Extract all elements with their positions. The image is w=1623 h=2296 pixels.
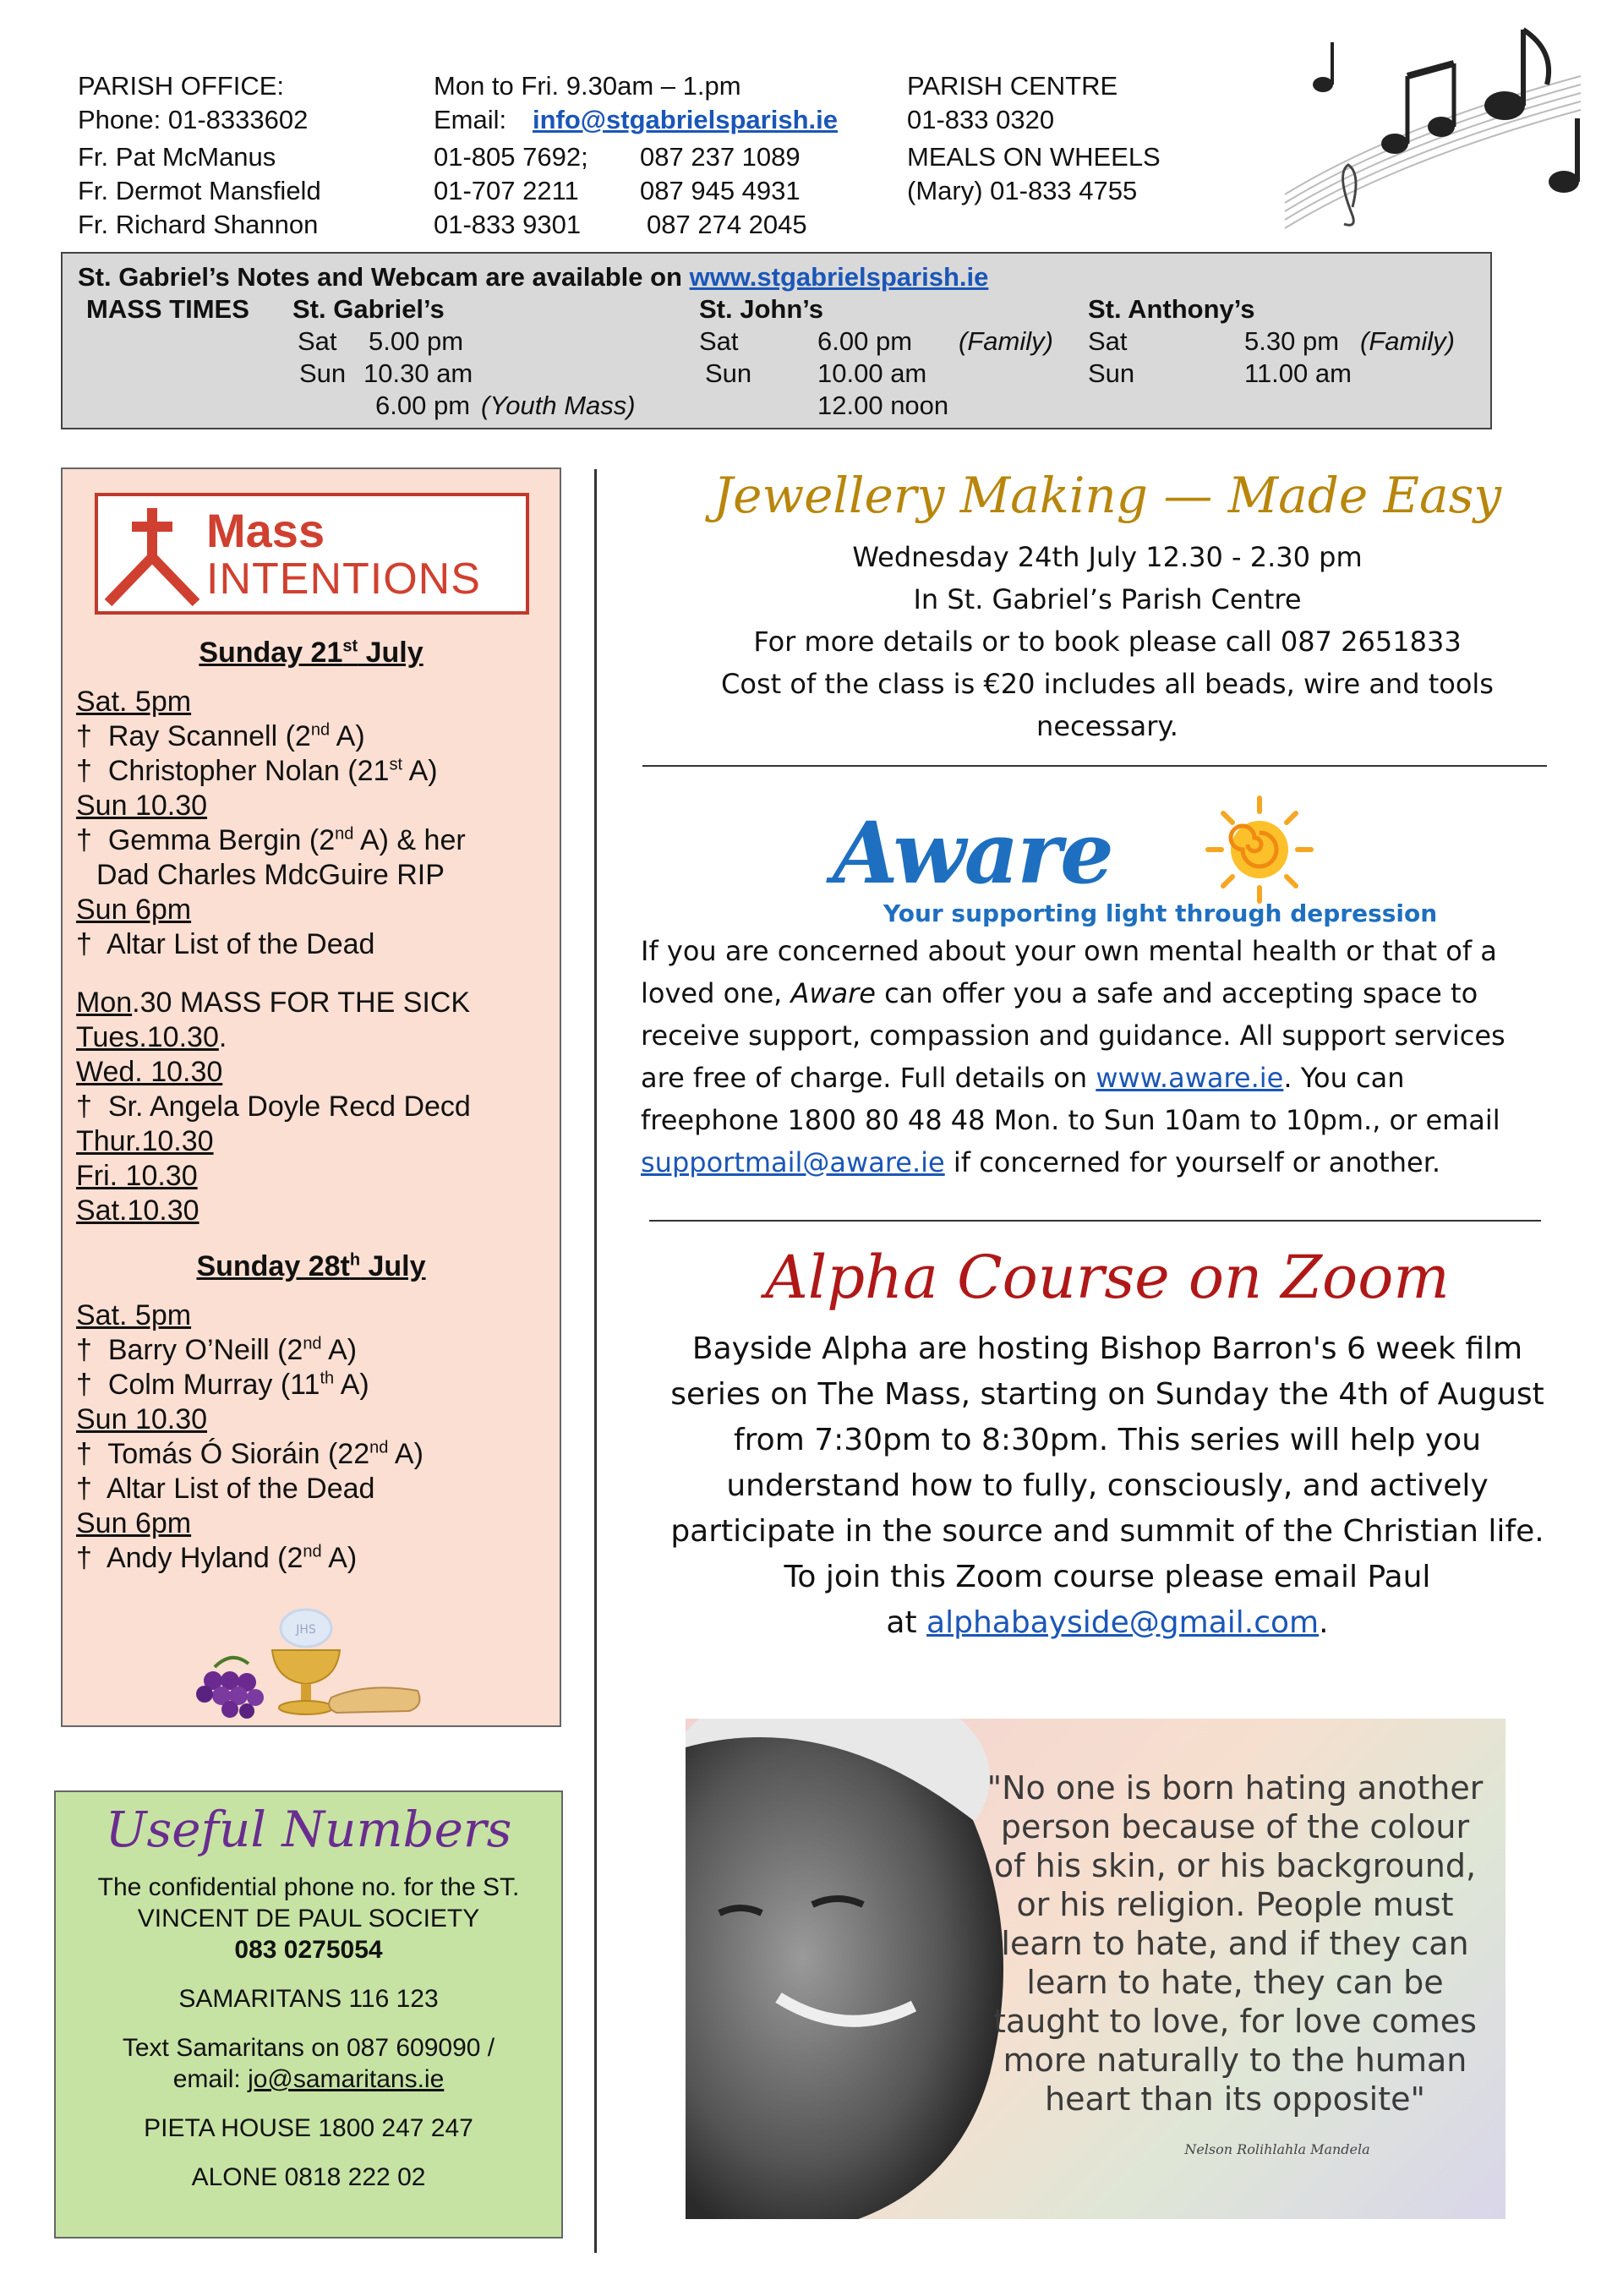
gabriels-sat-time: 5.00 pm [369, 326, 464, 356]
alpha-line-7: at alphabayside@gmail.com. [886, 1605, 1329, 1640]
quote-line-3: of his skin, or his background, [993, 1847, 1477, 1884]
quote-line-6: learn to hate, they can be [1026, 1964, 1444, 2001]
gabriels-youth-note: (Youth Mass) [481, 391, 636, 420]
week1-sun1030-time: Sun 10.30 [76, 790, 208, 822]
priest-2-name: Fr. Dermot Mansfield [78, 176, 321, 205]
svp-line-2: VINCENT DE PAUL SOCIETY [137, 1905, 480, 1932]
aware-tagline: Your supporting light through depression [883, 899, 1438, 927]
aware-line-6: supportmail@aware.ie if concerned for yourself or another. [641, 1146, 1441, 1178]
quote-line-5: learn to hate, and if they can [1001, 1925, 1469, 1962]
text-samaritans: Text Samaritans on 087 609090 / [122, 2034, 495, 2062]
aware-line-2: loved one, Aware can offer you a safe and accepting space to [641, 977, 1478, 1009]
priest-1-phone1: 01-805 7692; [434, 142, 588, 172]
useful-numbers-box [54, 1790, 563, 2239]
quote-line-1: "No one is born hating another [986, 1769, 1484, 1807]
johns-noon-time: 12.00 noon [817, 391, 949, 420]
church-st-gabriels: St. Gabriel’s [292, 294, 445, 324]
alone-phone: ALONE 0818 222 02 [191, 2163, 426, 2191]
mandela-quote-image [686, 1719, 1506, 2219]
aware-line-1: If you are concerned about your own mental health or that of a [641, 935, 1497, 967]
meals-label: MEALS ON WHEELS [907, 142, 1161, 172]
johns-sat-note: (Family) [959, 326, 1053, 356]
week1-sun1030-item-1: † Gemma Bergin (2nd A) & her [76, 824, 466, 856]
office-email-link[interactable]: info@stgabrielsparish.ie [533, 105, 838, 134]
week2-sat-time: Sat. 5pm [76, 1299, 192, 1331]
alpha-line-1: Bayside Alpha are hosting Bishop Barron's 6 week film [691, 1331, 1523, 1366]
priest-1-phone2: 087 237 1089 [640, 142, 801, 172]
alpha-line-6: To join this Zoom course please email Paul [784, 1560, 1431, 1594]
week1-sun1030-cont: Dad Charles MdcGuire RIP [96, 859, 445, 891]
quote-line-2: person because of the colour [1000, 1808, 1470, 1845]
gabriels-sun-day: Sun [299, 358, 347, 388]
johns-sat-day: Sat [699, 326, 739, 356]
week2-sun1030-item-2: † Altar List of the Dead [76, 1473, 375, 1505]
gabriels-sun-time: 10.30 am [363, 358, 473, 388]
centre-phone: 01-833 0320 [907, 105, 1055, 134]
week2-sun6-time: Sun 6pm [76, 1507, 192, 1539]
alpha-email-link[interactable]: alphabayside@gmail.com [926, 1605, 1320, 1640]
alpha-title: Alpha Course on Zoom [765, 1243, 1450, 1312]
quote-line-9: heart than its opposite" [1045, 2080, 1425, 2118]
pieta-house: PIETA HOUSE 1800 247 247 [144, 2114, 473, 2142]
parish-centre-label: PARISH CENTRE [907, 71, 1118, 101]
week2-sun6-item-1: † Andy Hyland (2nd A) [76, 1542, 358, 1574]
gabriels-sat-day: Sat [298, 326, 337, 356]
priest-3-name: Fr. Richard Shannon [78, 210, 319, 239]
week1-wed: Wed. 10.30 [76, 1056, 223, 1088]
office-phone: Phone: 01-8333602 [78, 105, 309, 134]
anthonys-sun-time: 11.00 am [1244, 358, 1352, 388]
church-st-anthonys: St. Anthony’s [1088, 294, 1255, 324]
week2-sun1030-time: Sun 10.30 [76, 1403, 208, 1435]
quote-line-4: or his religion. People must [1016, 1886, 1454, 1923]
quote-line-8: more naturally to the human [1003, 2042, 1467, 2079]
mass-intentions-logo [95, 493, 529, 615]
week2-sat-item-2: † Colm Murray (11th A) [76, 1369, 369, 1401]
alpha-line-3: from 7:30pm to 8:30pm. This series will help you [733, 1423, 1482, 1457]
meals-contact: (Mary) 01-833 4755 [907, 176, 1138, 205]
jewellery-line-4: Cost of the class is €20 includes all beads, wire and tools [721, 668, 1494, 700]
useful-numbers-title: Useful Numbers [105, 1801, 512, 1858]
week1-fri: Fri. 10.30 [76, 1160, 198, 1192]
church-st-johns: St. John’s [699, 294, 823, 324]
johns-sun-day: Sun [705, 358, 752, 388]
week1-sat-item-1: † Ray Scannell (2nd A) [76, 720, 365, 752]
johns-sun-time: 10.00 am [817, 358, 927, 388]
music-notes-image [1268, 25, 1589, 237]
section-divider-1 [642, 765, 1547, 767]
logo-intentions-text: INTENTIONS [206, 555, 481, 604]
chalice-grapes-bread-image [156, 1606, 434, 1720]
aware-website-link[interactable]: www.aware.ie [1096, 1062, 1284, 1094]
samaritans-phone: SAMARITANS 116 123 [178, 1985, 439, 2013]
quote-line-7: taught to love, for love comes [993, 2003, 1477, 2040]
anthonys-sat-day: Sat [1088, 326, 1128, 356]
anthonys-sat-time: 5.30 pm [1244, 326, 1340, 356]
week2-sat-item-1: † Barry O’Neill (2nd A) [76, 1334, 358, 1366]
gabriels-youth-time: 6.00 pm [375, 391, 471, 420]
week1-tues: Tues.10.30. [76, 1021, 227, 1053]
sun-icon [1205, 795, 1314, 905]
aware-line-5: freephone 1800 80 48 48 Mon. to Sun 10am to 10pm., or email [641, 1104, 1500, 1136]
column-divider [594, 469, 597, 2253]
week1-mon: Mon.30 MASS FOR THE SICK [76, 987, 471, 1019]
priest-3-phone2: 087 274 2045 [647, 210, 807, 239]
anthonys-sat-note: (Family) [1360, 326, 1455, 356]
johns-sat-time: 6.00 pm [817, 326, 913, 356]
week1-heading: Sunday 21st July [199, 637, 424, 669]
week2-heading: Sunday $28t^h$ July [196, 1250, 426, 1282]
anthonys-sun-day: Sun [1088, 358, 1135, 388]
priest-1-name: Fr. Pat McManus [78, 142, 276, 172]
jewellery-line-3: For more details or to book please call 087 2651833 [753, 626, 1462, 658]
mass-intentions-box [61, 467, 561, 1727]
notes-webcam-link[interactable]: www.stgabrielsparish.ie [689, 262, 989, 292]
week1-wed-item: † Sr. Angela Doyle Recd Decd [76, 1091, 471, 1123]
aware-support-email-link[interactable]: supportmail@aware.ie [641, 1146, 945, 1178]
svp-phone: 083 0275054 [234, 1936, 383, 1964]
week1-sun6-item-1: † Altar List of the Dead [76, 928, 375, 960]
quote-signature: Nelson Rolihlahla Mandela [1184, 2141, 1370, 2157]
samaritans-email-line: email: jo@samaritans.ie [172, 2065, 445, 2093]
jewellery-line-1: Wednesday 24th July 12.30 - 2.30 pm [852, 541, 1363, 573]
jewellery-line-2: In St. Gabriel’s Parish Centre [913, 583, 1302, 615]
aware-line-3: receive support, compassion and guidance. All support services [641, 1020, 1506, 1052]
aware-line-4: are free of charge. Full details on www.aware.ie. You can [641, 1062, 1405, 1094]
parish-office-label: PARISH OFFICE: [78, 71, 285, 101]
svp-line-1: The confidential phone no. for the ST. [97, 1873, 520, 1901]
alpha-line-2: series on The Mass, starting on Sunday the 4th of August [670, 1377, 1544, 1412]
notes-prefix: St. Gabriel’s Notes and Webcam are available on [78, 262, 682, 292]
logo-mass-text: Mass [206, 504, 325, 557]
priest-2-phone2: 087 945 4931 [640, 176, 801, 205]
samaritans-email-link[interactable]: jo@samaritans.ie [248, 2065, 445, 2093]
priest-2-phone1: 01-707 2211 [434, 176, 579, 205]
email-label: Email: [434, 105, 507, 134]
jewellery-title: Jewellery Making — Made Easy [713, 467, 1502, 524]
section-divider-2 [649, 1220, 1541, 1222]
office-hours: Mon to Fri. 9.30am – 1.pm [434, 71, 741, 101]
jewellery-line-5: necessary. [1036, 710, 1178, 742]
mass-times-box [61, 252, 1492, 429]
alpha-line-4: understand how to fully, consciously, and actively [726, 1468, 1489, 1503]
week1-sat2: Sat.10.30 [76, 1194, 199, 1227]
week1-sun6-time: Sun 6pm [76, 894, 192, 926]
alpha-line-5: participate in the source and summit of the Christian life. [670, 1514, 1544, 1549]
aware-logo: Aware [833, 803, 1112, 903]
priest-3-phone1: 01-833 9301 [434, 210, 582, 239]
host-jhs: JHS [296, 1623, 316, 1637]
week2-sun1030-item-1: † Tomás Ó Sioráin (22nd A) [76, 1438, 424, 1470]
week1-thur: Thur.10.30 [76, 1125, 214, 1157]
week1-sat-item-2: † Christopher Nolan (21st A) [76, 755, 438, 787]
week1-sat-time: Sat. 5pm [76, 686, 192, 718]
mass-times-label: MASS TIMES [86, 294, 249, 324]
